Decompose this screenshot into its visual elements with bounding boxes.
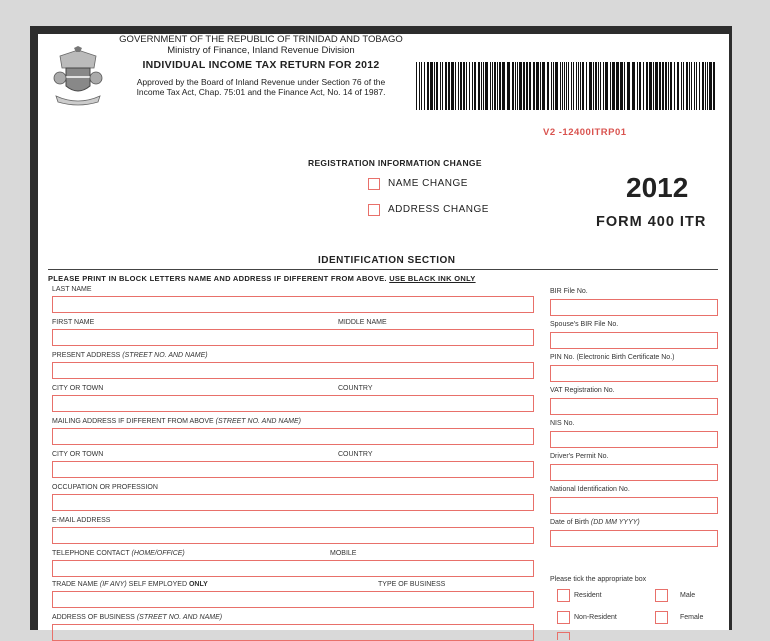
barcode-bar (526, 62, 528, 110)
bir-file-label: BIR File No. (550, 288, 588, 295)
business-address-label: ADDRESS OF BUSINESS (STREET NO. AND NAME) (52, 614, 223, 621)
barcode-bar (674, 62, 675, 110)
barcode-bar (517, 62, 518, 110)
instruction-main: PLEASE PRINT IN BLOCK LETTERS NAME AND ADDRESS IF DIFFERENT FROM ABOVE. (48, 274, 387, 283)
business-address-field[interactable] (52, 624, 534, 641)
nis-label: NIS No. (550, 420, 575, 427)
barcode-bar (502, 62, 505, 110)
trade-name-label: TRADE NAME (IF ANY) SELF EMPLOYED ONLY (52, 581, 208, 588)
barcode-bar (600, 62, 601, 110)
barcode-bar (683, 62, 684, 110)
approval-line-2: Income Tax Act, Chap. 75:01 and the Finance Act, No. 14 of 1987. (136, 87, 386, 97)
barcode-bar (434, 62, 435, 110)
barcode-bar (677, 62, 679, 110)
coat-of-arms-icon (52, 46, 104, 108)
non-resident-label: Non-Resident (574, 614, 617, 621)
barcode-bar (560, 62, 561, 110)
city-country-field[interactable] (52, 395, 534, 412)
email-label: E-MAIL ADDRESS (52, 517, 111, 524)
barcode-bar (686, 62, 688, 110)
barcode-bar (427, 62, 429, 110)
barcode-bar (551, 62, 552, 110)
barcode-bar (494, 62, 496, 110)
barcode-bar (492, 62, 493, 110)
middle-name-label: MIDDLE NAME (338, 319, 387, 326)
barcode-bar (691, 62, 692, 110)
barcode-bar (472, 62, 473, 110)
barcode-bar (469, 62, 470, 110)
address-change-checkbox[interactable] (368, 204, 380, 216)
barcode-bar (610, 62, 611, 110)
barcode-bar (632, 62, 635, 110)
section-divider (48, 269, 718, 270)
barcode-bar (605, 62, 608, 110)
barcode-bar (681, 62, 682, 110)
barcode-bar (540, 62, 541, 110)
barcode-bar (515, 62, 516, 110)
barcode-bar (649, 62, 652, 110)
mailing-city-country-field[interactable] (52, 461, 534, 478)
present-address-label: PRESENT ADDRESS (STREET NO. AND NAME) (52, 352, 208, 359)
barcode-bar (458, 62, 459, 110)
spouse-bir-field[interactable] (550, 332, 718, 349)
national-id-field[interactable] (550, 497, 718, 514)
barcode-bar (582, 62, 584, 110)
barcode-bar (553, 62, 554, 110)
mailing-country-label: COUNTRY (338, 451, 373, 458)
mailing-address-label: MAILING ADDRESS IF DIFFERENT FROM ABOVE (STREET NO. AND NAME) (52, 418, 301, 425)
barcode-bar (499, 62, 501, 110)
resident-label: Resident (574, 592, 602, 599)
barcode-bar (580, 62, 581, 110)
barcode-bar (689, 62, 690, 110)
form-year: 2012 (626, 172, 689, 203)
barcode-bar (598, 62, 599, 110)
barcode-bar (578, 62, 579, 110)
barcode-bar (707, 62, 708, 110)
barcode-bar (547, 62, 549, 110)
barcode-bar (421, 62, 422, 110)
barcode-bar (512, 62, 514, 110)
barcode-bar (460, 62, 462, 110)
barcode-bar (566, 62, 567, 110)
barcode-bar (463, 62, 465, 110)
barcode-bar (620, 62, 623, 110)
mailing-city-label: CITY OR TOWN (52, 451, 104, 458)
barcode-bar (445, 62, 447, 110)
barcode-bar (624, 62, 625, 110)
barcode-bar (523, 62, 525, 110)
barcode-bar (670, 62, 672, 110)
non-resident-checkbox[interactable] (557, 611, 570, 624)
barcode-bar (529, 62, 531, 110)
vat-label: VAT Registration No. (550, 387, 615, 394)
form-number: FORM 400 ITR (596, 214, 707, 230)
barcode-bar (696, 62, 697, 110)
barcode-bar (699, 62, 700, 110)
name-change-checkbox[interactable] (368, 178, 380, 190)
mailing-address-field[interactable] (52, 428, 534, 445)
barcode-bar (586, 62, 587, 110)
barcode-bar (455, 62, 456, 110)
barcode-bar (424, 62, 425, 110)
barcode-bar (440, 62, 441, 110)
barcode-bar (702, 62, 704, 110)
occupation-label: OCCUPATION OR PROFESSION (52, 484, 158, 491)
tick-prompt: Please tick the appropriate box (550, 576, 647, 583)
form-title: INDIVIDUAL INCOME TAX RETURN FOR 2012 (142, 59, 380, 71)
tax-form-page (30, 26, 732, 630)
national-id-label: National Identification No. (550, 486, 630, 493)
barcode-bar (466, 62, 467, 110)
female-checkbox[interactable] (655, 611, 668, 624)
dob-label: Date of Birth (DD MM YYYY) (550, 519, 640, 526)
barcode-bar (573, 62, 574, 110)
present-address-field[interactable] (52, 362, 534, 379)
barcode-bar (481, 62, 482, 110)
barcode-bar (568, 62, 569, 110)
additional-checkbox[interactable] (557, 632, 570, 640)
barcode-bar (643, 62, 644, 110)
barcode-bar (709, 62, 712, 110)
barcode-bar (589, 62, 592, 110)
last-name-label: LAST NAME (52, 286, 92, 293)
barcode-bar (576, 62, 577, 110)
email-field[interactable] (52, 527, 534, 544)
barcode-bar (419, 62, 420, 110)
address-change-label: ADDRESS CHANGE (388, 204, 489, 215)
barcode (416, 62, 716, 110)
ministry-title: Ministry of Finance, Inland Revenue Division (167, 45, 355, 56)
barcode-bar (694, 62, 695, 110)
barcode-bar (451, 62, 454, 110)
drivers-permit-label: Driver's Permit No. (550, 453, 609, 460)
barcode-bar (705, 62, 706, 110)
barcode-bar (478, 62, 480, 110)
barcode-bar (571, 62, 572, 110)
barcode-bar (665, 62, 667, 110)
barcode-bar (442, 62, 443, 110)
barcode-bar (485, 62, 488, 110)
barcode-bar (616, 62, 619, 110)
barcode-bar (519, 62, 522, 110)
barcode-bar (612, 62, 615, 110)
barcode-bar (655, 62, 658, 110)
barcode-bar (593, 62, 594, 110)
government-title: GOVERNMENT OF THE REPUBLIC OF TRINIDAD AND TOBAGO (119, 34, 403, 45)
telephone-label: TELEPHONE CONTACT (HOME/OFFICE) (52, 550, 185, 557)
instruction-ink: USE BLACK INK ONLY (389, 274, 476, 283)
barcode-bar (474, 62, 476, 110)
first-name-label: FIRST NAME (52, 319, 95, 326)
barcode-bar (555, 62, 558, 110)
barcode-bar (483, 62, 484, 110)
barcode-code: V2 -12400ITRP01 (543, 127, 627, 138)
city-town-label: CITY OR TOWN (52, 385, 104, 392)
pin-field[interactable] (550, 365, 718, 382)
vat-field[interactable] (550, 398, 718, 415)
mobile-label: MOBILE (330, 550, 357, 557)
barcode-bar (595, 62, 597, 110)
bir-file-field[interactable] (550, 299, 718, 316)
country-label: COUNTRY (338, 385, 373, 392)
barcode-bar (536, 62, 539, 110)
barcode-bar (646, 62, 648, 110)
barcode-bar (436, 62, 438, 110)
trade-name-field[interactable] (52, 591, 534, 608)
barcode-bar (637, 62, 638, 110)
barcode-bar (497, 62, 498, 110)
spouse-bir-label: Spouse's BIR File No. (550, 321, 619, 328)
barcode-bar (659, 62, 661, 110)
pin-label: PIN No. (Electronic Birth Certificate No.) (550, 354, 675, 361)
dob-field[interactable] (550, 530, 718, 547)
barcode-bar (603, 62, 604, 110)
barcode-bar (662, 62, 664, 110)
barcode-bar (490, 62, 491, 110)
barcode-bar (507, 62, 510, 110)
barcode-bar (562, 62, 563, 110)
male-label: Male (680, 592, 696, 599)
barcode-bar (713, 62, 715, 110)
barcode-bar (564, 62, 565, 110)
first-middle-name-field[interactable] (52, 329, 534, 346)
barcode-bar (627, 62, 630, 110)
barcode-bar (533, 62, 535, 110)
instruction-text (48, 274, 476, 283)
barcode-bar (542, 62, 545, 110)
female-label: Female (680, 614, 704, 621)
telephone-field[interactable] (52, 560, 534, 577)
occupation-field[interactable] (52, 494, 534, 511)
male-checkbox[interactable] (655, 589, 668, 602)
barcode-bar (668, 62, 669, 110)
last-name-field[interactable] (52, 296, 534, 313)
nis-field[interactable] (550, 431, 718, 448)
barcode-bar (416, 62, 417, 110)
barcode-bar (448, 62, 450, 110)
barcode-bar (639, 62, 641, 110)
name-change-label: NAME CHANGE (388, 178, 468, 189)
approval-line-1: Approved by the Board of Inland Revenue under Section 76 of the (136, 77, 386, 87)
drivers-permit-field[interactable] (550, 464, 718, 481)
barcode-bar (653, 62, 654, 110)
type-of-business-label: TYPE OF BUSINESS (378, 581, 446, 588)
barcode-bar (430, 62, 433, 110)
registration-title: REGISTRATION INFORMATION CHANGE (308, 158, 482, 168)
approval-text (116, 77, 406, 97)
resident-checkbox[interactable] (557, 589, 570, 602)
identification-title: IDENTIFICATION SECTION (318, 255, 456, 266)
